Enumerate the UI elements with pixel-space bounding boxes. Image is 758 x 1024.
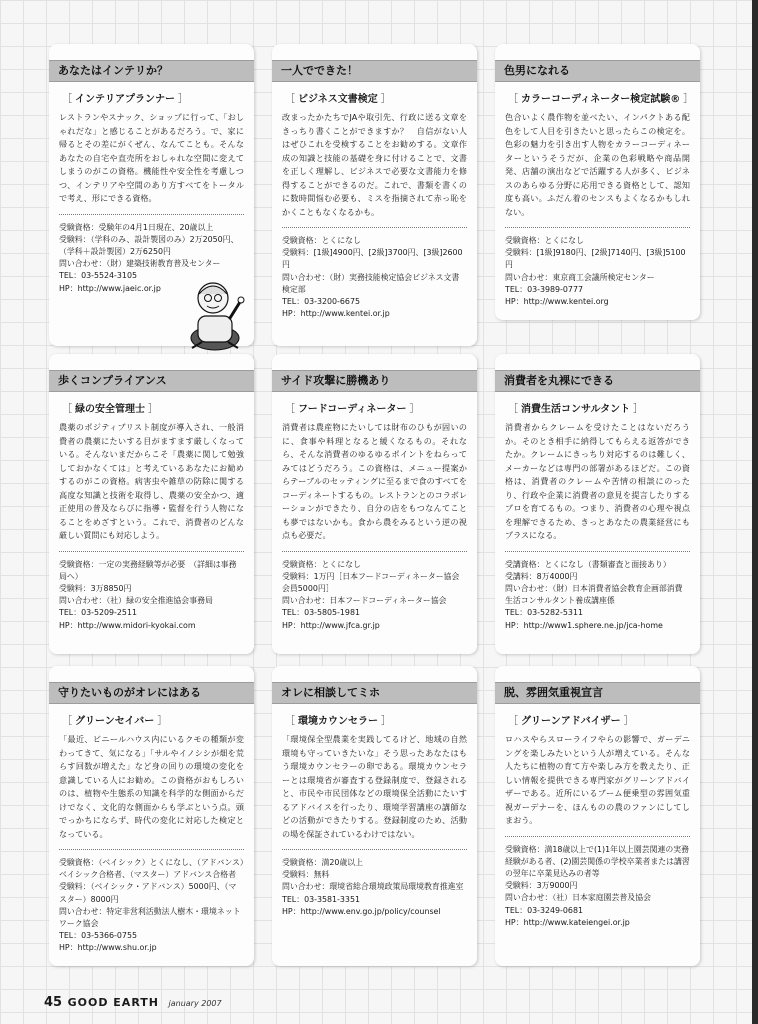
exam-info: 受講資格：とくになし（書類審査と面接あり） 受講料：8万4000円 問い合わせ：（財）日本消費者協会教育企画部消費生活コンサルタント養成講座係 TEL：03-5282-5311 HP：http://www1.sphere.ne.jp/jca-home bbox=[505, 559, 683, 630]
card-header: 守りたいものがオレにはある bbox=[49, 682, 254, 704]
qualification-title: ［ 環境カウンセラー ］ bbox=[285, 716, 391, 727]
card-business-writing bbox=[272, 44, 477, 346]
exam-info: 受験資格：とくになし 受験料：[1級]9180円、[2級]7140円、[3級]5100円 問い合わせ：東京商工会議所検定センター TEL：03-3989-0777 HP：http://www.kentei.org bbox=[505, 236, 686, 307]
page-footer bbox=[44, 995, 222, 1010]
description: 農薬のポジティブリスト制度が導入され、一般消費者の農薬にたいする目がますます厳しくなっている。そんないまだからこそ「農薬に関して勉強しておかなくては」と考えているあなたにお勧めするのがこの資格。病害虫や雑草の防除に関する高度な知識と技術を取得し、農薬の安全かつ、適正使用の普及ならびに指導・監督を行う人物になることをめざすという。これで、消費者のどんな厳しい質問にも対応しよう。 bbox=[59, 422, 244, 540]
description: 消費者からクレームを受けたことはないだろうか。そのとき相手に納得してもらえる返答ができたか。クレームにきっちり対応するのは難しく、メーカーなどは専門の部署があるほどだ。この資格は、消費者のクレームや苦情の相談にのったり、行政や企業に消費者の意見を提言したりするプロを育てるもの。つまり、消費者の心理や視点を理解できるため、きっとあなたの農業経営にもプラスになる。 bbox=[505, 422, 690, 540]
qualification-title: ［ ビジネス文書検定 ］ bbox=[285, 94, 391, 105]
description: レストランやスナック、ショップに行って、「おしゃれだな」と感じることがあるだろう。で、家に帰るとその差にがくぜん、なんてことも。そんなあなたの自宅や直売所をおしゃれな空間に変えてしまうのがこの資格。機能性や安全性を考慮しつつ、インテリアや空間のあり方すべてをトータルで考え、形にできる資格。 bbox=[59, 112, 244, 203]
description: 「環境保全型農業を実践してるけど、地域の自然環境も守っていきたいな」そう思ったあなたはもう環境カウンセラーの卵である。環境カウンセラーとは環境省が審査する登録制度で、登録されると、市民や市民団体などの環境保全活動にたいするアドバイスを行ったり、環境学習講座の講師などの活動ができたりする。登録制度のため、活動の場を保証されているわけではない。 bbox=[282, 734, 467, 839]
exam-info: 受験資格：受験年の4月1日現在、20歳以上 受験料：（学科のみ、設計製図のみ）2万2050円、（学科＋設計製図）2万6250円 問い合わせ：（財）建築技術教育普及センター TEL：03-5524-3105 HP：http://www.jaeic.or.jp bbox=[59, 222, 239, 293]
card-green-advisor bbox=[495, 666, 700, 966]
card-header: 一人でできた！ bbox=[272, 60, 477, 82]
exam-info: 受験資格：一定の実務経験等が必要 （詳細は事務局へ） 受験料：3万8850円 問い合わせ：（社）緑の安全推進協会事務局 TEL：03-5209-2511 HP：http://www.midori-kyokai.com bbox=[59, 559, 237, 630]
qualification-title: ［ 緑の安全管理士 ］ bbox=[62, 404, 158, 415]
exam-info: 受験資格：（ベイシック）とくになし、（アドバンス）ベイシック合格者、（マスター）アドバンス合格者 受験料：（ベイシック・アドバンス）5000円、（マスター）8000円 問い合わせ：特定非営利活動法人樹木・環境ネットワーク協会 TEL：03-5366-0755 HP：http://www.shu.or.jp bbox=[59, 858, 244, 953]
description: ロハスやらスローライフやらの影響で、ガーデニングを楽しみたいという人が増えている。そんな人たちに植物の育て方や楽しみ方を教えたり、正しい情報を提供できる専門家がグリーンアドバイザーである。近所にいるブーム便乗型の雰囲気重視ガーデナーを、ほんものの農のファンにしてしまおう。 bbox=[505, 734, 690, 825]
card-header: 消費者を丸裸にできる bbox=[495, 370, 700, 392]
divider bbox=[505, 836, 690, 837]
page-number: 45 bbox=[44, 995, 63, 1010]
description: 「最近、ビニールハウス内にいるクモの種類が変わってきて、気になる」「サルやイノシシが畑を荒らす回数が増えた」など身の回りの環境の変化を意識している人にお勧め。この資格がおもしろいのは、植物や生態系の知識を科学的な側面からだけでなく、文化的な側面からも学ぶという点。頭でっかちにならず、時代の変化に対応した検定となっている。 bbox=[59, 734, 244, 839]
qualification-title: ［ 消費生活コンサルタント ］ bbox=[508, 404, 644, 415]
description: 色合いよく農作物を並べたい、インパクトある配色をして人目を引きたいと思ったらこの検定を。色彩の魅力を引き出す人物をカラーコーディネーターというそうだが、企業の色彩戦略や商品開発、店舗の演出などで活躍する人が多く、ビジネスのあらゆる分野に応用できる資格として、認知度も高い。ふだん着のセンスもよくなるかもしれない。 bbox=[505, 112, 690, 217]
qualification-title: ［ グリーンアドバイザー ］ bbox=[508, 716, 634, 727]
divider bbox=[505, 227, 690, 228]
page-edge bbox=[752, 0, 758, 1024]
mascot-illustration bbox=[180, 272, 250, 354]
divider bbox=[59, 551, 244, 552]
divider bbox=[505, 551, 690, 552]
card-environment-counselor bbox=[272, 666, 477, 966]
divider bbox=[282, 849, 467, 850]
magazine-title: GOOD EARTH bbox=[67, 996, 159, 1009]
description: 消費者は農産物にたいしては財布のひもが固いのに、食事や料理となると緩くなるもの。それなら、そんな消費者のゆるゆるポイントをねらってみてはどうだろう。この資格は、メニュー提案からテーブルのセッティングに至るまで食のすべてをコーディネートするもの。レストランとのコラボレーションができたり、自分の店をもつなんてことも夢ではないかも。食から農をみるという逆の視点も必要だ。 bbox=[282, 422, 467, 540]
card-header: サイド攻撃に勝機あり bbox=[272, 370, 477, 392]
card-header: 歩くコンプライアンス bbox=[49, 370, 254, 392]
divider bbox=[59, 214, 244, 215]
divider bbox=[59, 849, 244, 850]
card-header: あなたはインテリか？ bbox=[49, 60, 254, 82]
card-green-saver bbox=[49, 666, 254, 966]
qualification-title: ［ インテリアプランナー ］ bbox=[62, 94, 188, 105]
card-header: オレに相談してミホ bbox=[272, 682, 477, 704]
card-header: 色男になれる bbox=[495, 60, 700, 82]
description: 改まったかたちでJAや取引先、行政に送る文章をきっちり書くことができますか？ 自信がない人はぜひこれを受検することをお勧めする。文章作成の知識と技能の基礎を身に付けることで、文書を正しく理解し、ビジネスで必要な文書能力を修得することができるのだ。これで、書類を書くのに数時間悩む必要も、ミスを指摘されて赤っ恥をかくこともなくなるかも。 bbox=[282, 112, 467, 217]
divider bbox=[282, 227, 467, 228]
card-green-safety bbox=[49, 354, 254, 654]
exam-info: 受験資格：満20歳以上 受験料：無料 問い合わせ：環境省総合環境政策局環境教育推進室 TEL：03-3581-3351 HP：http://www.env.go.jp/policy/counsel bbox=[282, 858, 464, 916]
qualification-title: ［ フードコーディネーター ］ bbox=[285, 404, 420, 415]
exam-info: 受験資格：満18歳以上で(1)1年以上園芸関連の実務経験がある者、(2)園芸関係の学校卒業者または講習の翌年に卒業見込みの者等 受験料：3万9000円 問い合わせ：（社）日本家庭園芸普及協会 TEL：03-3249-0681 HP：http://www.kateiengei.or.jp bbox=[505, 844, 690, 927]
issue-date: january 2007 bbox=[168, 999, 222, 1008]
divider bbox=[282, 551, 467, 552]
qualification-title: ［ グリーンセイバー ］ bbox=[62, 716, 168, 727]
card-header: 脱、雰囲気重視宣言 bbox=[495, 682, 700, 704]
exam-info: 受験資格：とくになし 受験料：1万円［日本フードコーディネーター協会会員5000円］ 問い合わせ：日本フードコーディネーター協会 TEL：03-5805-1981 HP：http://www.jfca.gr.jp bbox=[282, 559, 460, 630]
qualification-title: ［ カラーコーディネーター検定試験® ］ bbox=[508, 94, 694, 105]
card-color-coordinator bbox=[495, 44, 700, 320]
card-consumer-consultant bbox=[495, 354, 700, 654]
exam-info: 受験資格：とくになし 受験料：[1級]4900円、[2級]3700円、[3級]2600円 問い合わせ：（財）実務技能検定協会ビジネス文書検定部 TEL：03-3200-6675 HP：http://www.kentei.or.jp bbox=[282, 236, 463, 319]
card-food-coordinator bbox=[272, 354, 477, 654]
